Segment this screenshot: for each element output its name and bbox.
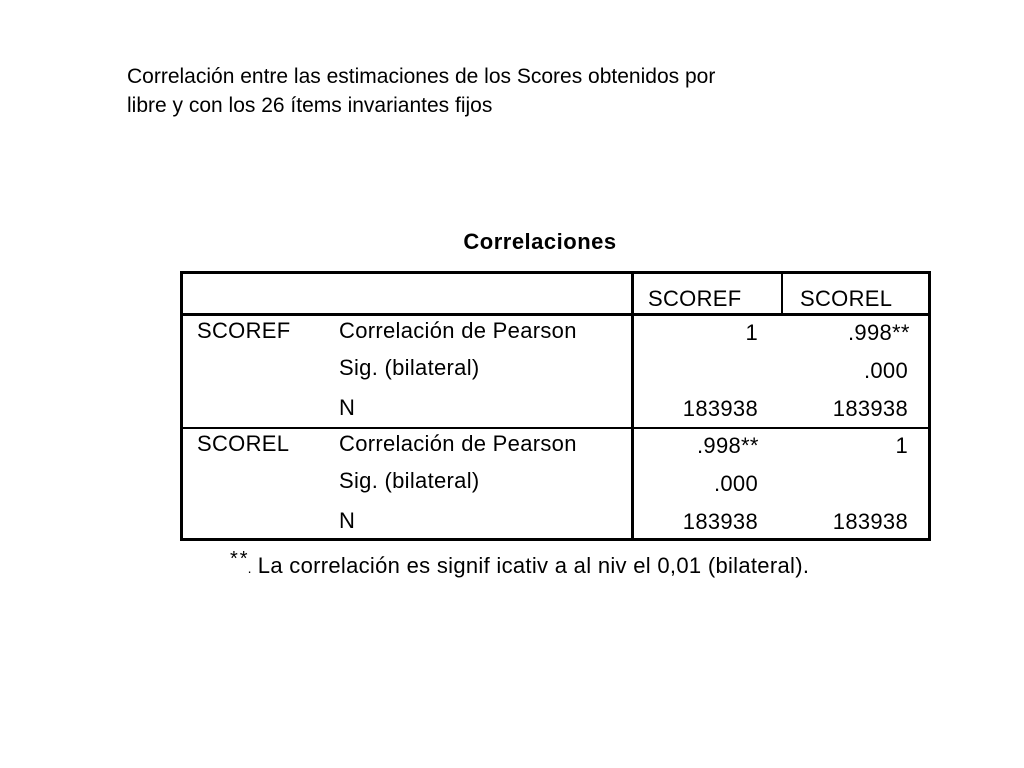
cell-value: .998** (848, 320, 910, 345)
cell-value: 183938 (682, 509, 758, 534)
cell-value: .000 (863, 358, 908, 383)
document-title (127, 62, 887, 120)
row-stat-label: N (339, 395, 356, 420)
row-stat-label: Sig. (bilateral) (339, 355, 480, 380)
cell-value: 183938 (832, 509, 908, 534)
group-rule (180, 427, 931, 429)
row-variable-scoref: SCOREF (197, 318, 291, 343)
table-title: Correlaciones (463, 229, 617, 254)
column-divider-labels (631, 271, 634, 541)
row-stat-label: N (339, 508, 356, 533)
row-stat-label: Correlación de Pearson (339, 431, 577, 456)
cell-value: .000 (713, 471, 758, 496)
document-title-line-2: libre y con los 26 ítems invariantes fijos (127, 94, 493, 117)
row-stat-label: Sig. (bilateral) (339, 468, 480, 493)
cell-value: 1 (745, 320, 758, 345)
column-divider-header (781, 271, 783, 316)
footnote-marker: ** (230, 548, 250, 570)
cell-value: 1 (895, 433, 908, 458)
cell-value: 183938 (832, 396, 908, 421)
document-title-line-1: Correlación entre las estimaciones de los Scores obtenidos por (127, 65, 716, 88)
column-header-scorel: SCOREL (800, 286, 893, 311)
header-rule (180, 313, 931, 316)
footnote-text: La correlación es signif icativ a al niv el 0,01 (bilateral). (257, 553, 810, 578)
cell-value: 183938 (682, 396, 758, 421)
footnote-separator: . (247, 560, 252, 576)
row-stat-label: Correlación de Pearson (339, 318, 577, 343)
cell-value: .998** (697, 433, 759, 458)
table-footnote (230, 548, 810, 579)
row-variable-scorel: SCOREL (197, 431, 290, 456)
column-header-scoref: SCOREF (648, 286, 742, 311)
